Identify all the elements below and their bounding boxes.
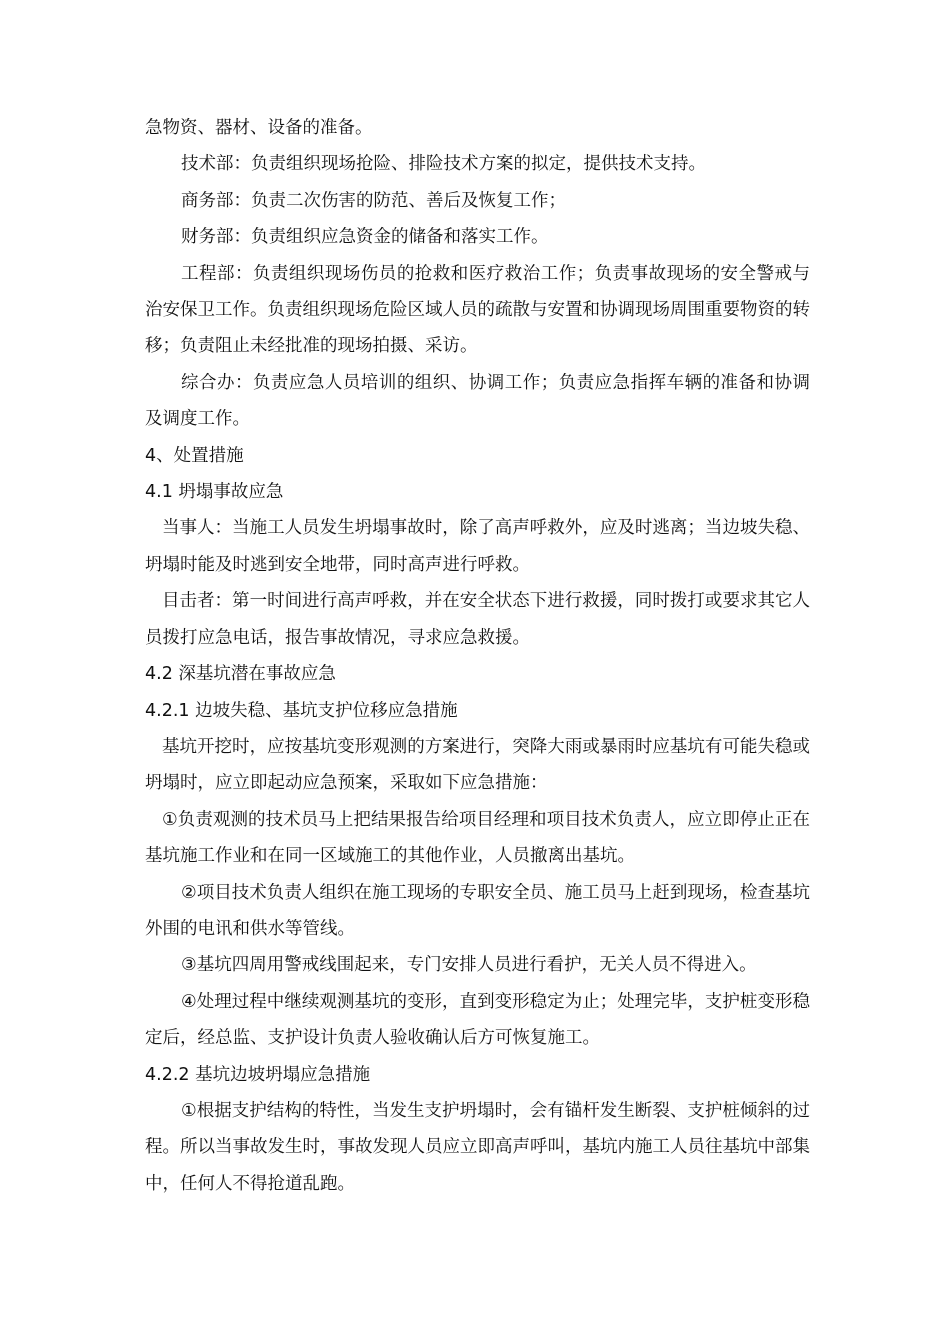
paragraph-witness: 目击者：第一时间进行高声呼救，并在安全状态下进行救援，同时拨打或要求其它人员拨打应急电话，报告事故情况，寻求应急救援。 — [145, 591, 810, 648]
paragraph-engineering-dept: 工程部：负责组织现场伤员的抢救和医疗救治工作；负责事故现场的安全警戒与治安保卫工作。负责组织现场危险区域人员的疏散与安置和协调现场周围重要物资的转移；负责阻止未经批准的现场拍摄、采访。 — [145, 263, 810, 357]
paragraph-continuation: 急物资、器材、设备的准备。 — [145, 118, 373, 138]
section-heading-collapse: 4.1 坍塌事故应急 — [145, 482, 284, 503]
section-heading-slope-collapse: 4.2.2 基坑边坡坍塌应急措施 — [145, 1064, 371, 1085]
paragraph-finance-dept: 财务部：负责组织应急资金的储备和落实工作。 — [181, 227, 549, 248]
paragraph-general-office: 综合办：负责应急人员培训的组织、协调工作；负责应急指挥车辆的准备和协调及调度工作。 — [145, 372, 810, 430]
section-heading-slope-instability: 4.2.1 边坡失稳、基坑支护位移应急措施 — [145, 700, 458, 721]
section-heading-disposal: 4、处置措施 — [145, 445, 244, 466]
paragraph-party-involved: 当事人：当施工人员发生坍塌事故时，除了高声呼救外，应及时逃离；当边坡失稳、坍塌时能及时逃到安全地带，同时高声进行呼救。 — [145, 518, 810, 575]
paragraph-step-3: ③基坑四周用警戒线围起来，专门安排人员进行看护，无关人员不得进入。 — [181, 955, 757, 976]
paragraph-business-dept: 商务部：负责二次伤害的防范、善后及恢复工作； — [181, 190, 566, 211]
paragraph-step-2: ②项目技术负责人组织在施工现场的专职安全员、施工员马上赶到现场，检查基坑外围的电讯和供水等管线。 — [145, 882, 810, 939]
paragraph-excavation: 基坑开挖时，应按基坑变形观测的方案进行，突降大雨或暴雨时应基坑有可能失稳或坍塌时，应立即起动应急预案，采取如下应急措施： — [145, 736, 810, 794]
paragraph-step-4: ④处理过程中继续观测基坑的变形，直到变形稳定为止；处理完毕，支护桩变形稳定后，经总监、支护设计负责人验收确认后方可恢复施工。 — [145, 991, 810, 1049]
paragraph-collapse-step-1: ①根据支护结构的特性，当发生支护坍塌时，会有锚杆发生断裂、支护桩倾斜的过程。所以当事故发生时，事故发现人员应立即高声呼叫，基坑内施工人员往基坑中部集中，任何人不得抢道乱跑。 — [145, 1100, 810, 1194]
paragraph-step-1: ①负责观测的技术员马上把结果报告给项目经理和项目技术负责人，应立即停止正在基坑施工作业和在同一区域施工的其他作业，人员撤离出基坑。 — [145, 809, 810, 867]
section-heading-deep-pit: 4.2 深基坑潜在事故应急 — [145, 664, 336, 685]
paragraph-tech-dept: 技术部：负责组织现场抢险、排险技术方案的拟定，提供技术支持。 — [181, 154, 706, 175]
document-body — [145, 110, 810, 1202]
